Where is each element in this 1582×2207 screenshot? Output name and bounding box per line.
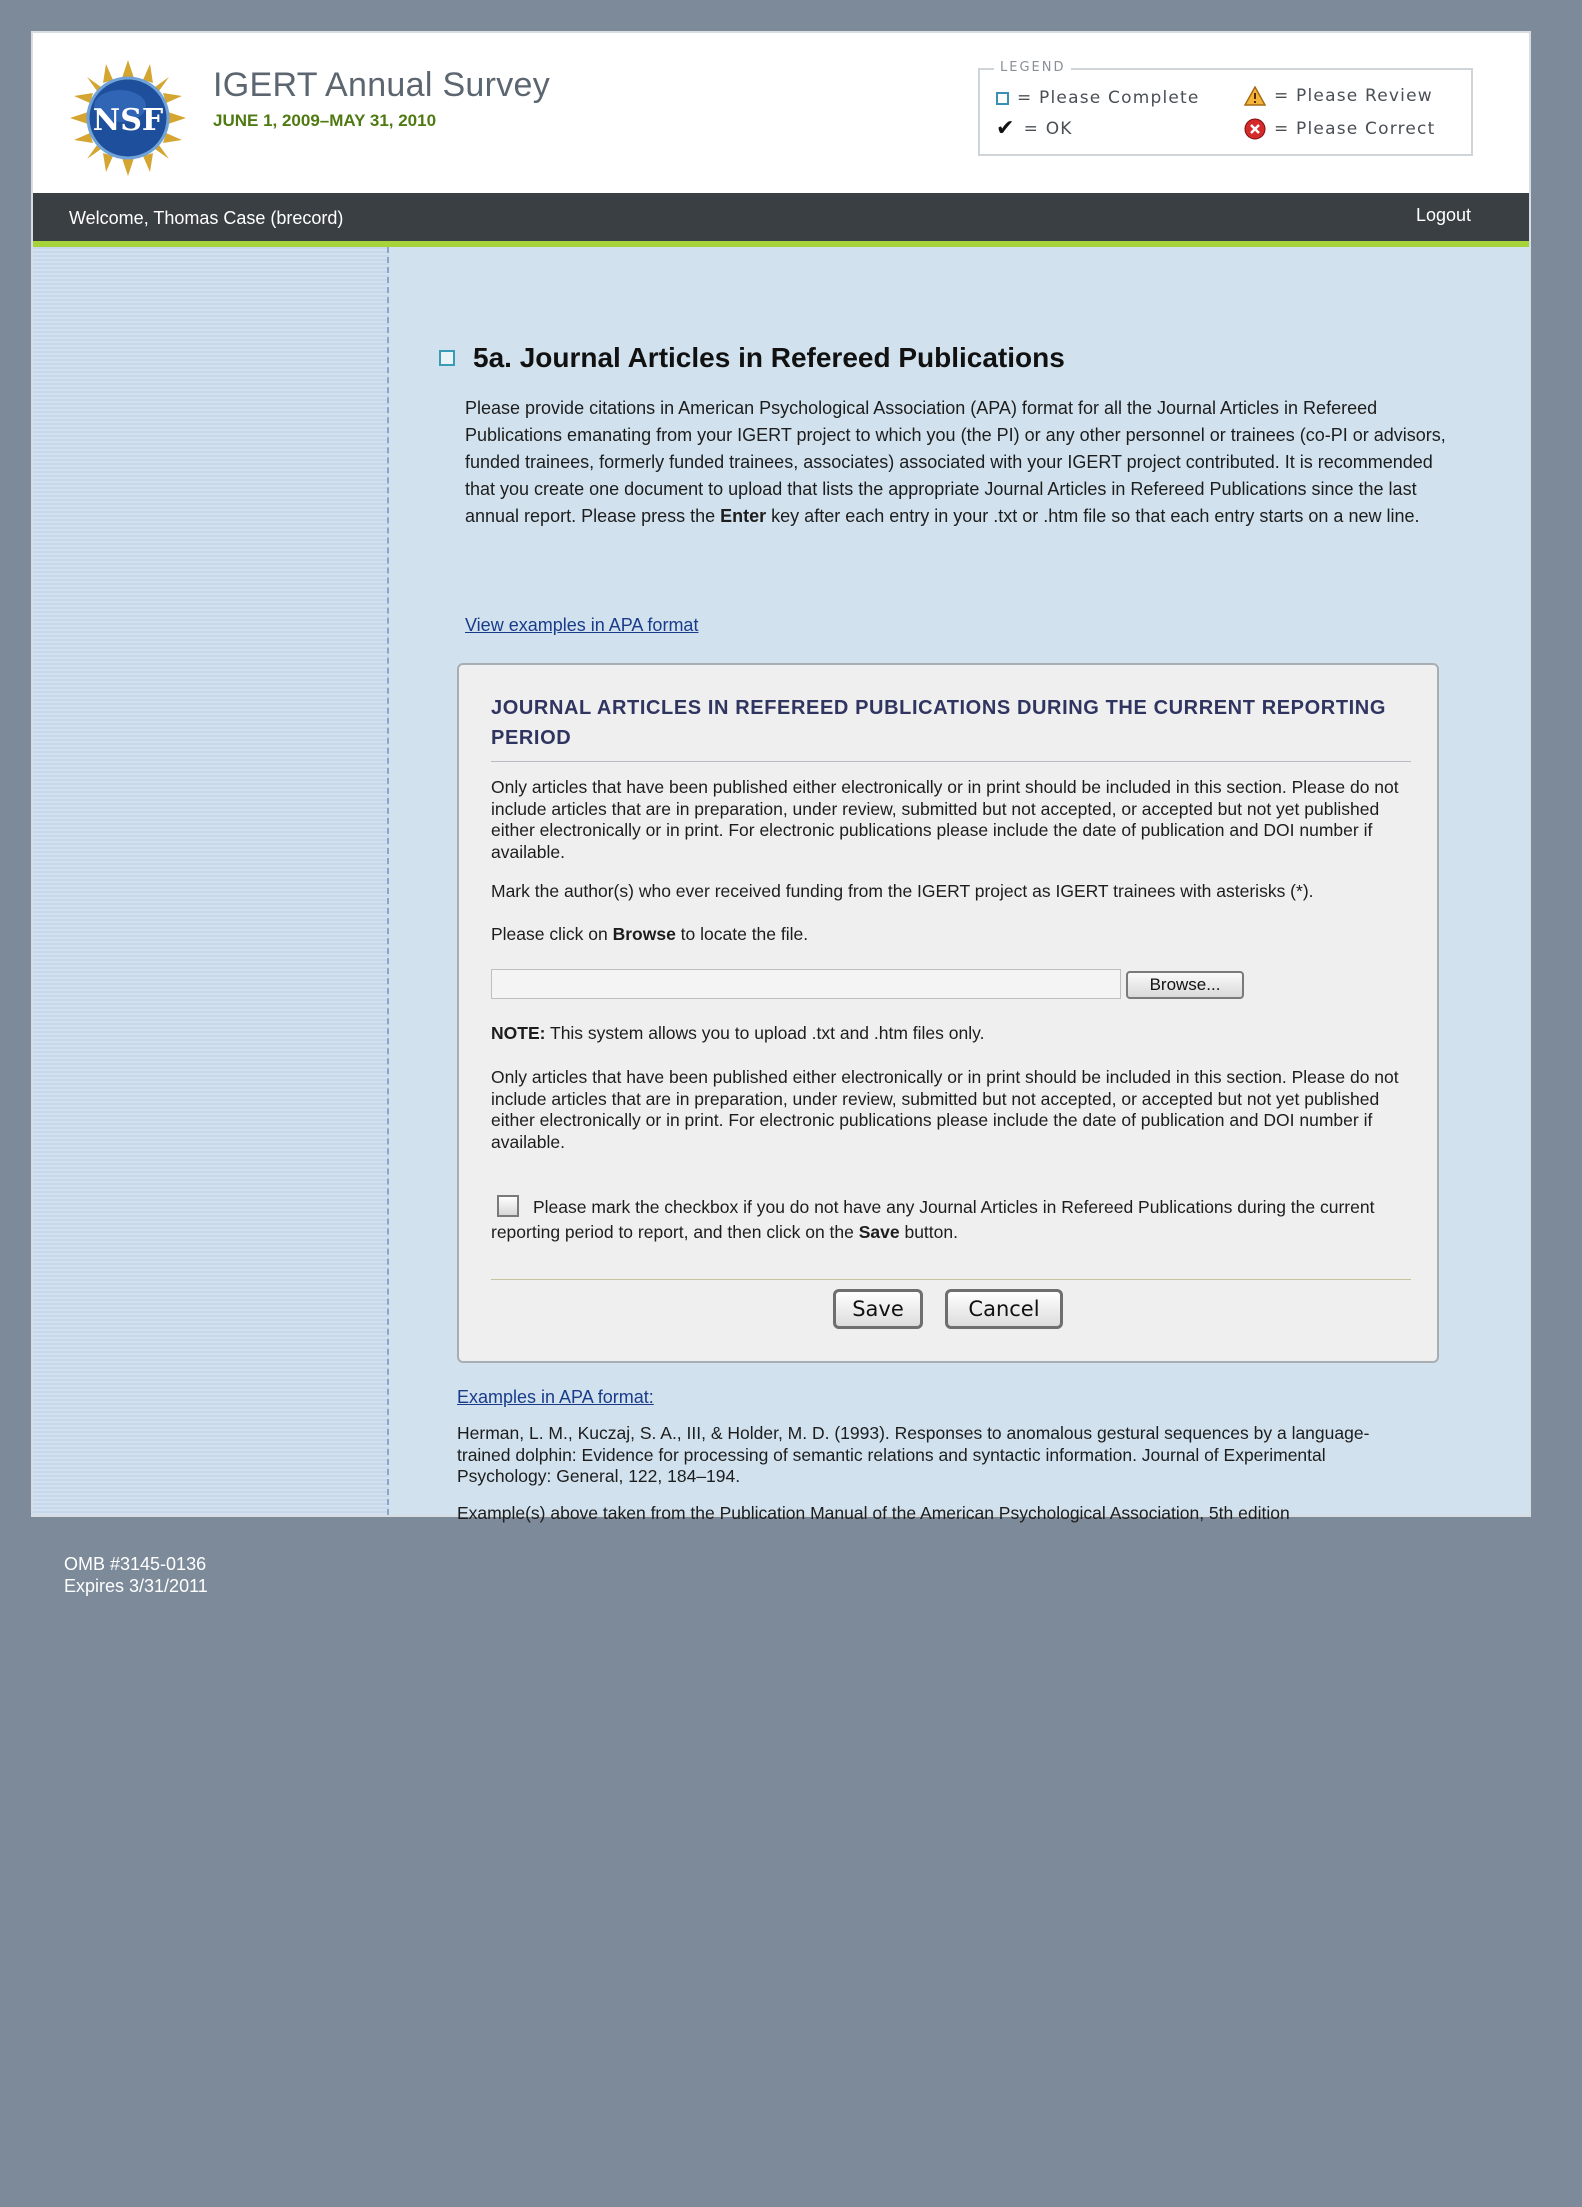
legend-label: = Please Review	[1274, 86, 1433, 106]
asterisk-note: Mark the author(s) who ever received funding from the IGERT project as IGERT trainees with asterisks (*).	[491, 881, 1314, 901]
app-title: IGERT Annual Survey	[213, 66, 551, 104]
logout-link[interactable]: Logout	[1415, 205, 1471, 225]
legend-title: LEGEND	[994, 60, 1071, 75]
welcome-text: Welcome, Thomas Case (brecord)	[69, 208, 344, 228]
panel-title: JOURNAL ARTICLES IN REFEREED PUBLICATIONS DURING THE CURRENT REPORTING PERIOD	[491, 697, 1386, 749]
omb-number: OMB #3145-0136	[64, 1554, 207, 1574]
legend-item-please-review	[1244, 86, 1433, 106]
top-bar	[33, 193, 1529, 241]
logo-text: NSF	[92, 103, 164, 138]
checkbox-label-part: button.	[899, 1222, 958, 1242]
header	[33, 33, 1529, 193]
upload-panel	[457, 663, 1439, 1363]
save-button[interactable]: Save	[833, 1289, 923, 1329]
intro-text-part: Please provide citations in American Psychological Association (APA) format for all the Journal Articles in Refereed Publications emanating from your IGERT project to which you (the PI) or any other personnel or trainees (co-PI or advisors, funded trainees, formerly funded trainees, associates) associated with your IGERT project contributed. It is recommended that you create one document to upload that lists the appropriate Journal Articles in Refereed Publications since the last annual report. Please press the	[465, 398, 1446, 526]
browse-instruction-part: to locate the file.	[675, 924, 809, 944]
footer	[64, 1553, 208, 1597]
empty-square-icon	[996, 92, 1009, 105]
browse-instruction-bold: Browse	[612, 924, 676, 944]
checkbox-label-part: Please mark the checkbox if you do not have any Journal Articles in Refereed Publications during the current reporting period to report, and then click on the	[491, 1197, 1375, 1242]
error-circle-icon	[1244, 118, 1266, 140]
example-citation: Herman, L. M., Kuczaj, S. A., III, & Holder, M. D. (1993). Responses to anomalous gestural sequences by a language-trained dolphin: Evidence for processing of semantic relations and syntactic information. Journal of Experimental Psychology: General, 122, 184–194.	[457, 1423, 1370, 1486]
browse-instruction	[491, 924, 1411, 946]
legend	[978, 60, 1473, 156]
note-label: NOTE:	[491, 1023, 546, 1043]
intro-text	[465, 395, 1465, 530]
main-content	[389, 247, 1529, 1523]
browse-button[interactable]: Browse...	[1126, 971, 1244, 999]
instructions-text: Only articles that have been published either electronically or in print should be included in this section. Please do not include articles that are in preparation, under review, submitted but not accepted, or accepted but not yet published either electronically or in print. For electronic publications please include the date of publication and DOI number if available.	[491, 777, 1399, 862]
instructions-text-repeat: Only articles that have been published either electronically or in print should be included in this section. Please do not include articles that are in preparation, under review, submitted but not accepted, or accepted but not yet published either electronically or in print. For electronic publications please include the date of publication and DOI number if available.	[491, 1067, 1399, 1152]
legend-item-please-complete	[996, 88, 1200, 108]
note-text: This system allows you to upload .txt and .htm files only.	[545, 1023, 985, 1043]
legend-label: = Please Correct	[1274, 119, 1436, 139]
section-heading	[439, 342, 1065, 374]
intro-text-part: key after each entry in your .txt or .htm file so that each entry starts on a new line.	[766, 506, 1420, 526]
page-frame	[31, 31, 1531, 1523]
nsf-logo	[68, 58, 188, 178]
legend-item-ok	[996, 118, 1073, 140]
checkbox-label	[491, 1195, 1411, 1245]
legend-label: = Please Complete	[1017, 88, 1200, 108]
legend-item-please-correct	[1244, 118, 1435, 140]
checkmark-icon: ✔	[996, 116, 1016, 141]
warning-triangle-icon	[1244, 86, 1266, 106]
file-path-input[interactable]	[491, 969, 1121, 999]
divider	[491, 761, 1411, 762]
example-source-note: Example(s) above taken from the Publication Manual of the American Psychological Association, 5th edition	[457, 1503, 1290, 1523]
checkbox-label-bold: Save	[858, 1222, 900, 1242]
page-title: 5a. Journal Articles in Refereed Publications	[473, 342, 1065, 373]
legend-label: = OK	[1023, 119, 1073, 139]
status-please-complete-icon	[439, 350, 455, 366]
browse-instruction-part: Please click on	[491, 924, 613, 944]
reporting-period: JUNE 1, 2009–MAY 31, 2010	[213, 111, 437, 130]
view-apa-examples-link[interactable]: View examples in APA format	[465, 615, 699, 635]
intro-text-bold: Enter	[720, 506, 767, 526]
divider	[491, 1279, 1411, 1280]
file-type-note	[491, 1023, 1411, 1045]
expiration-date: Expires 3/31/2011	[64, 1576, 208, 1596]
sidebar	[33, 247, 389, 1515]
examples-apa-link[interactable]: Examples in APA format:	[457, 1387, 654, 1407]
cancel-button[interactable]: Cancel	[945, 1289, 1063, 1329]
